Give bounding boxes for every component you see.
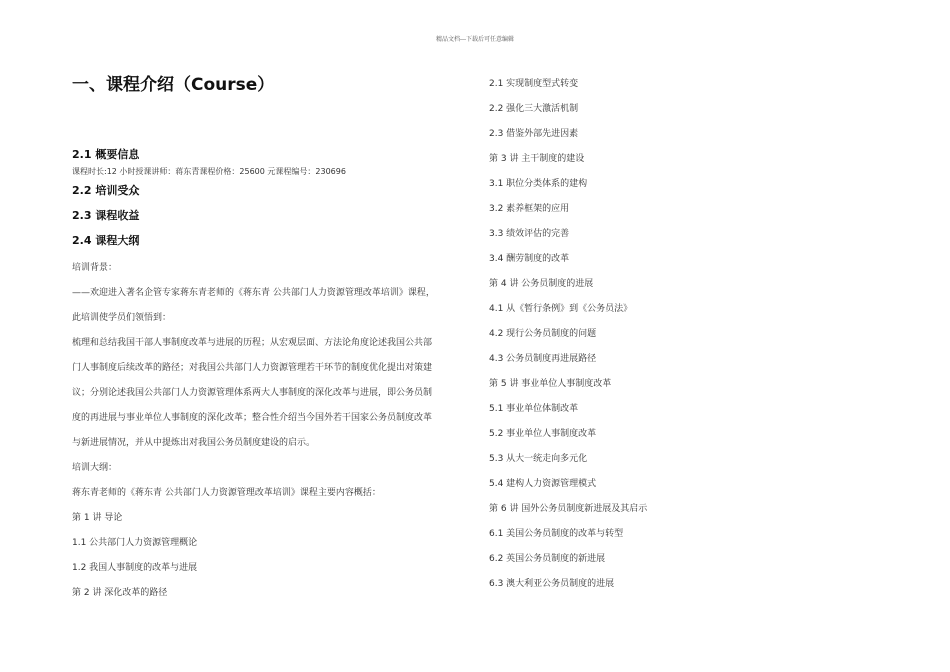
section-heading-audience: 2.2 培训受众 <box>72 184 140 197</box>
outline-item: 1.1 公共部门人力资源管理概论 <box>72 538 198 548</box>
section-heading-benefits: 2.3 课程收益 <box>72 209 140 222</box>
section-heading-outline: 2.4 课程大纲 <box>72 234 140 247</box>
outline-item: 4.1 从《暂行条例》到《公务员法》 <box>489 304 633 314</box>
outline-item: 第 1 讲 导论 <box>72 513 123 523</box>
outline-item: 3.4 酬劳制度的改革 <box>489 254 570 264</box>
paragraph-line: 议；分别论述我国公共部门人力资源管理体系两大人事制度的深化改革与进展，即公务员制 <box>72 388 433 398</box>
outline-item: 6.1 美国公务员制度的改革与转型 <box>489 529 624 539</box>
outline-item: 5.1 事业单位体制改革 <box>489 404 579 414</box>
course-meta-line: 课程时长:12 小时授课讲师：蒋东青课程价格：25600 元课程编号：230696 <box>72 167 346 176</box>
intro-line: ——欢迎进入著名企管专家蒋东青老师的《蒋东青 公共部门人力资源管理改革培训》课程， <box>72 288 435 298</box>
outline-item: 第 3 讲 主干制度的建设 <box>489 154 585 164</box>
outline-list <box>489 72 909 597</box>
outline-item: 2.1 实现制度型式转变 <box>489 79 579 89</box>
page-title: 一、课程介绍（Course） <box>72 75 275 95</box>
course-body <box>72 256 467 606</box>
outline-item: 2.2 强化三大激活机制 <box>489 104 579 114</box>
outline-item: 3.3 绩效评估的完善 <box>489 229 570 239</box>
background-label: 培训背景： <box>72 263 118 273</box>
outline-label: 培训大纲： <box>72 463 118 473</box>
outline-item: 6.3 澳大利亚公务员制度的进展 <box>489 579 615 589</box>
outline-item: 第 2 讲 深化改革的路径 <box>72 588 168 598</box>
outline-item: 6.2 英国公务员制度的新进展 <box>489 554 606 564</box>
outline-item: 第 6 讲 国外公务员制度新进展及其启示 <box>489 504 648 514</box>
outline-intro: 蒋东青老师的《蒋东青 公共部门人力资源管理改革培训》课程主要内容概括： <box>72 488 381 498</box>
intro-line: 此培训使学员们领悟到： <box>72 313 172 323</box>
outline-item: 第 4 讲 公务员制度的进展 <box>489 279 594 289</box>
paragraph-line: 与新进展情况，并从中提炼出对我国公务员制度建设的启示。 <box>72 438 316 448</box>
outline-item: 3.1 职位分类体系的建构 <box>489 179 588 189</box>
outline-item: 4.3 公务员制度再进展路径 <box>489 354 597 364</box>
paragraph-line: 门人事制度后续改革的路径；对我国公共部门人力资源管理若干环节的制度优化提出对策建 <box>72 363 433 373</box>
outline-item: 5.3 从大一统走向多元化 <box>489 454 588 464</box>
outline-item: 第 5 讲 事业单位人事制度改革 <box>489 379 612 389</box>
outline-item: 4.2 现行公务员制度的问题 <box>489 329 597 339</box>
paragraph-line: 度的再进展与事业单位人事制度的深化改革；整合性介绍当今国外若干国家公务员制度改革 <box>72 413 433 423</box>
outline-item: 2.3 借鉴外部先进因素 <box>489 129 579 139</box>
page-header-note: 精品文档---下载后可任意编辑 <box>435 36 515 43</box>
section-heading-overview: 2.1 概要信息 <box>72 148 140 161</box>
outline-item: 5.2 事业单位人事制度改革 <box>489 429 597 439</box>
paragraph-line: 梳理和总结我国干部人事制度改革与进展的历程；从宏观层面、方法论角度论述我国公共部 <box>72 338 433 348</box>
outline-item: 5.4 建构人力资源管理模式 <box>489 479 597 489</box>
outline-item: 3.2 素养框架的应用 <box>489 204 570 214</box>
outline-item: 1.2 我国人事制度的改革与进展 <box>72 563 198 573</box>
